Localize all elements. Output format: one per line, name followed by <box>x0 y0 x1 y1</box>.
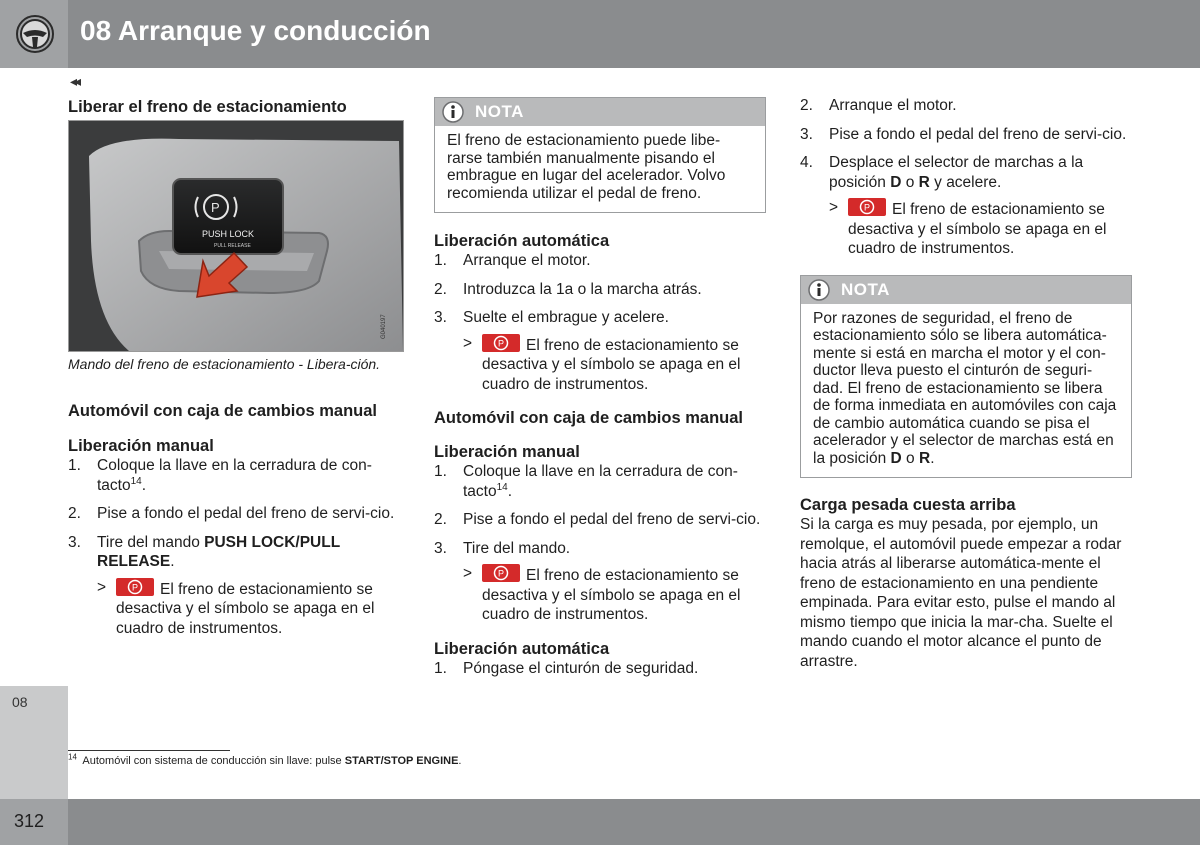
svg-text:PUSH LOCK: PUSH LOCK <box>202 229 255 239</box>
svg-text:P: P <box>498 568 505 579</box>
col3-heavy-heading: Carga pesada cuesta arriba <box>800 496 1016 514</box>
footnote: $^{14}$ Automóvil con sistema de conducción sin llave: pulse START/STOP ENGINE. <box>68 752 462 767</box>
parking-brake-warning-icon <box>482 334 520 352</box>
col1-manual-heading: Liberación manual <box>68 437 214 455</box>
nota-box <box>800 275 1132 479</box>
col2-manual-steps <box>434 462 766 558</box>
list-item: 3. Pise a fondo el pedal del freno de servi-cio. <box>800 125 1127 143</box>
result-note: > P El freno de estacionamiento se desactiva y el símbolo se apaga en el cuadro de instrumentos. <box>97 578 375 637</box>
chapter-tab[interactable] <box>0 686 68 799</box>
col3-body <box>800 96 1132 671</box>
svg-text:P: P <box>211 200 220 215</box>
col2-section-heading: Automóvil con caja de cambios manual <box>434 409 743 427</box>
col1-body <box>68 401 403 647</box>
steering-wheel-icon <box>15 14 55 54</box>
list-item: 4. Desplace el selector de marchas a la posición D o R y acelere. <box>800 154 1084 191</box>
list-item: 3. Tire del mando. <box>434 539 571 557</box>
list-item: 1. Póngase el cinturón de seguridad. <box>434 659 699 677</box>
page-number: 312 <box>14 811 45 831</box>
col2-auto-heading: Liberación automática <box>434 232 610 250</box>
svg-text:P: P <box>864 202 871 213</box>
result-note: > P El freno de estacionamiento se desactiva y el símbolo se apaga en el cuadro de instrumentos. <box>463 334 741 393</box>
nota-box <box>434 97 766 213</box>
col2-body <box>434 97 766 687</box>
parking-brake-illustration <box>69 121 403 351</box>
col2-manual-heading: Liberación manual <box>434 443 580 461</box>
svg-text:G040197: G040197 <box>381 314 387 339</box>
parking-brake-warning-icon <box>482 564 520 582</box>
svg-text:P: P <box>132 582 139 592</box>
col1-heading: Liberar el freno de estacionamiento <box>68 98 347 116</box>
list-item: 2. Introduzca la 1a o la marcha atrás. <box>434 280 702 298</box>
list-item: 1. Coloque la llave en la cerradura de con-tacto$^{14}$. <box>434 463 738 500</box>
col3-heavy-text: Si la carga es muy pesada, por ejemplo, un remolque, el automóvil puede empezar a rodar hacia atrás al liberarse automática-mente el freno de estacionamiento en una pendiente empinada. Para evitar esto, pulse el mando al mismo tiempo que inicia la mar-cha. Suelte el mando cuando el motor alcance el punto de arrastre. <box>800 516 1122 670</box>
svg-text:P: P <box>498 338 505 348</box>
header-icon-tab <box>0 0 68 68</box>
list-item: 1. Arranque el motor. <box>434 252 591 269</box>
list-item: 3. Suelte el embrague y acelere. <box>434 309 669 326</box>
figure-caption: Mando del freno de estacionamiento - Libera-ción. <box>68 356 381 372</box>
col2-auto-steps <box>434 251 766 328</box>
nota-header: NOTA <box>801 276 1131 304</box>
list-item: 2. Arranque el motor. <box>800 97 957 114</box>
result-note: > P El freno de estacionamiento se desactiva y el símbolo se apaga en el cuadro de instrumentos. <box>463 565 741 623</box>
col1-section-heading: Automóvil con caja de cambios manual <box>68 402 377 420</box>
list-item: 1. Coloque la llave en la cerradura de con-tacto$^{14}$. <box>68 457 372 494</box>
col2-auto2-steps <box>434 659 766 679</box>
parking-brake-warning-icon <box>848 198 886 216</box>
chapter-tab-number: 08 <box>12 694 28 710</box>
page-header <box>0 0 1200 68</box>
parking-brake-warning-icon <box>116 578 154 596</box>
chapter-title: 08 Arranque y conducción <box>80 15 431 46</box>
back-arrows-icon[interactable]: ◂◂ <box>70 73 79 89</box>
col1-steps <box>68 456 403 572</box>
footnote-divider <box>68 750 230 751</box>
nota-text: El freno de estacionamiento puede libe-rarse también manualmente pisando el embrague en lugar del acelerador. Volvo recomienda utilizar el pedal de freno. <box>447 132 726 202</box>
page-number-tab <box>0 799 68 845</box>
svg-text:PULL RELEASE: PULL RELEASE <box>214 243 251 249</box>
nota-header: NOTA <box>435 98 765 126</box>
col3-steps <box>800 96 1132 192</box>
page-footer <box>0 799 1200 845</box>
parking-brake-figure <box>68 120 404 352</box>
list-item: 2. Pise a fondo el pedal del freno de servi-cio. <box>434 511 761 528</box>
nota-text: Por razones de seguridad, el freno de estacionamiento sólo se libera automática-mente si está en marcha el motor y el con-ductor lleva puesto el cinturón de seguri-dad. El freno de estacionamiento se libera de forma inmediata en automóviles con caja de cambio automática cuando se pisa el acelerador y el selector de marchas está en la posición D o R. <box>813 309 1117 467</box>
list-item: 2. Pise a fondo el pedal del freno de servi-cio. <box>68 505 395 522</box>
info-icon <box>442 101 464 123</box>
list-item: 3. Tire del mando PUSH LOCK/PULL RELEASE. <box>68 533 340 570</box>
result-note: > P El freno de estacionamiento se desactiva y el símbolo se apaga en el cuadro de instrumentos. <box>829 199 1107 257</box>
info-icon <box>808 279 830 301</box>
col2-auto2-heading: Liberación automática <box>434 639 610 658</box>
